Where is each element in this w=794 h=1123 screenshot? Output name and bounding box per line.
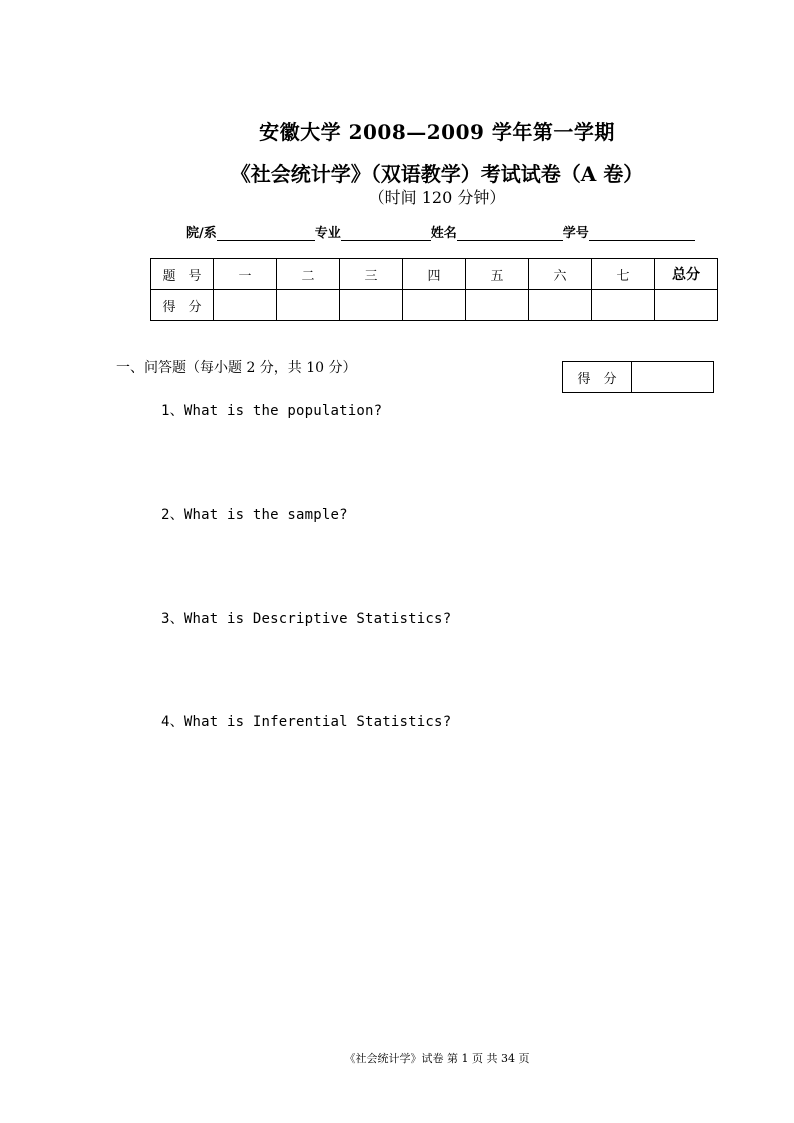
exam-duration: （时间 120 分钟） (368, 188, 506, 207)
total-header: 总分 (655, 259, 718, 290)
score-cell[interactable] (340, 290, 403, 321)
score-cell[interactable] (403, 290, 466, 321)
column-header: 五 (466, 259, 529, 290)
question-2: 2、What is the sample? (161, 507, 348, 523)
score-table (150, 258, 718, 321)
column-header: 六 (529, 259, 592, 290)
score-cell[interactable] (214, 290, 277, 321)
total-score-cell[interactable] (655, 290, 718, 321)
section-heading: 一、问答题（每小题 2 分，共 10 分） (116, 360, 357, 376)
section-score-box (562, 361, 714, 393)
student-id-label: 学号 (562, 226, 589, 241)
name-label: 姓名 (430, 226, 457, 241)
section-score-label: 得 分 (563, 362, 632, 393)
name-blank[interactable] (457, 226, 563, 241)
question-number-label: 题 号 (151, 259, 214, 290)
score-cell[interactable] (529, 290, 592, 321)
score-cell[interactable] (466, 290, 529, 321)
department-blank[interactable] (217, 226, 315, 241)
score-label: 得 分 (151, 290, 214, 321)
major-blank[interactable] (341, 226, 431, 241)
column-header: 四 (403, 259, 466, 290)
question-1: 1、What is the population? (161, 403, 383, 419)
column-header: 三 (340, 259, 403, 290)
exam-subtitle: 《社会统计学》（双语教学）考试试卷（A 卷） (230, 162, 644, 186)
question-3: 3、What is Descriptive Statistics? (161, 611, 452, 627)
question-number-row (151, 259, 718, 290)
student-info-row (186, 222, 695, 241)
exam-title: 安徽大学 2008—2009 学年第一学期 (259, 120, 615, 144)
major-label: 专业 (314, 226, 341, 241)
section-score-cell[interactable] (632, 362, 714, 393)
student-id-blank[interactable] (589, 226, 695, 241)
score-row (151, 290, 718, 321)
page-footer: 《社会统计学》试卷 第 1 页 共 34 页 (344, 1052, 530, 1065)
column-header: 七 (592, 259, 655, 290)
score-cell[interactable] (592, 290, 655, 321)
score-cell[interactable] (277, 290, 340, 321)
column-header: 二 (277, 259, 340, 290)
question-4: 4、What is Inferential Statistics? (161, 714, 452, 730)
department-label: 院/系 (186, 226, 217, 241)
column-header: 一 (214, 259, 277, 290)
